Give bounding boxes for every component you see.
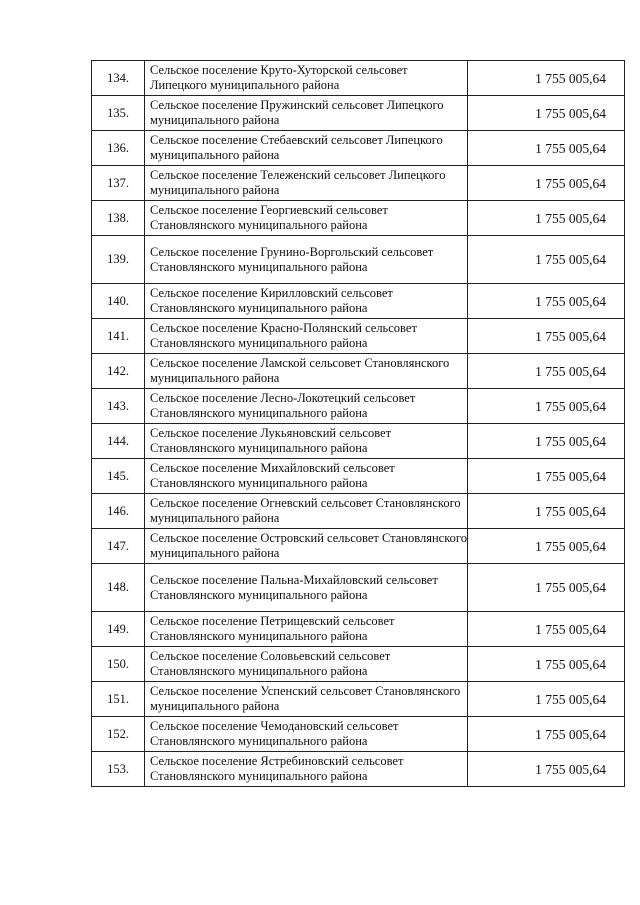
amount: 1 755 005,64 — [468, 166, 625, 201]
settlement-name: Сельское поселение Тележенский сельсовет Липецкого муниципального района — [145, 166, 468, 201]
row-number: 135. — [92, 96, 145, 131]
amount: 1 755 005,64 — [468, 752, 625, 787]
row-number: 147. — [92, 529, 145, 564]
row-number: 153. — [92, 752, 145, 787]
amount: 1 755 005,64 — [468, 61, 625, 96]
settlement-name: Сельское поселение Пальна-Михайловский сельсовет Становлянского муниципального района — [145, 564, 468, 612]
table-row — [92, 647, 625, 682]
settlement-name: Сельское поселение Кирилловский сельсовет Становлянского муниципального района — [145, 284, 468, 319]
amount: 1 755 005,64 — [468, 389, 625, 424]
row-number: 150. — [92, 647, 145, 682]
row-number: 143. — [92, 389, 145, 424]
settlement-name: Сельское поселение Ястребиновский сельсовет Становлянского муниципального района — [145, 752, 468, 787]
amount: 1 755 005,64 — [468, 564, 625, 612]
table-row — [92, 494, 625, 529]
amount: 1 755 005,64 — [468, 647, 625, 682]
table-row — [92, 201, 625, 236]
row-number: 142. — [92, 354, 145, 389]
settlement-name: Сельское поселение Пружинский сельсовет Липецкого муниципального района — [145, 96, 468, 131]
table-row — [92, 752, 625, 787]
table-row — [92, 166, 625, 201]
amount: 1 755 005,64 — [468, 319, 625, 354]
amount: 1 755 005,64 — [468, 682, 625, 717]
row-number: 141. — [92, 319, 145, 354]
settlement-name: Сельское поселение Огневский сельсовет Становлянского муниципального района — [145, 494, 468, 529]
settlement-name: Сельское поселение Михайловский сельсовет Становлянского муниципального района — [145, 459, 468, 494]
settlement-name: Сельское поселение Грунино-Воргольский сельсовет Становлянского муниципального района — [145, 236, 468, 284]
settlement-name: Сельское поселение Стебаевский сельсовет Липецкого муниципального района — [145, 131, 468, 166]
table-row — [92, 319, 625, 354]
row-number: 139. — [92, 236, 145, 284]
row-number: 149. — [92, 612, 145, 647]
amount: 1 755 005,64 — [468, 612, 625, 647]
amount: 1 755 005,64 — [468, 529, 625, 564]
row-number: 140. — [92, 284, 145, 319]
table-row — [92, 717, 625, 752]
amount: 1 755 005,64 — [468, 459, 625, 494]
row-number: 137. — [92, 166, 145, 201]
settlement-name: Сельское поселение Красно-Полянский сельсовет Становлянского муниципального района — [145, 319, 468, 354]
amount: 1 755 005,64 — [468, 284, 625, 319]
amount: 1 755 005,64 — [468, 717, 625, 752]
row-number: 138. — [92, 201, 145, 236]
row-number: 146. — [92, 494, 145, 529]
row-number: 136. — [92, 131, 145, 166]
settlement-name: Сельское поселение Лукьяновский сельсовет Становлянского муниципального района — [145, 424, 468, 459]
settlement-name: Сельское поселение Лесно-Локотецкий сельсовет Становлянского муниципального района — [145, 389, 468, 424]
table-row — [92, 564, 625, 612]
table-row — [92, 284, 625, 319]
row-number: 148. — [92, 564, 145, 612]
settlement-name: Сельское поселение Георгиевский сельсовет Становлянского муниципального района — [145, 201, 468, 236]
table-row — [92, 424, 625, 459]
settlement-name: Сельское поселение Чемодановский сельсовет Становлянского муниципального района — [145, 717, 468, 752]
table-row — [92, 236, 625, 284]
amount: 1 755 005,64 — [468, 424, 625, 459]
table-row — [92, 529, 625, 564]
settlement-name: Сельское поселение Круто-Хуторской сельсовет Липецкого муниципального района — [145, 61, 468, 96]
row-number: 152. — [92, 717, 145, 752]
table-row — [92, 612, 625, 647]
row-number: 145. — [92, 459, 145, 494]
row-number: 151. — [92, 682, 145, 717]
amount: 1 755 005,64 — [468, 96, 625, 131]
row-number: 144. — [92, 424, 145, 459]
table-row — [92, 389, 625, 424]
table-row — [92, 61, 625, 96]
amount: 1 755 005,64 — [468, 236, 625, 284]
allocation-table — [91, 60, 625, 787]
amount: 1 755 005,64 — [468, 494, 625, 529]
settlement-name: Сельское поселение Ламской сельсовет Становлянского муниципального района — [145, 354, 468, 389]
amount: 1 755 005,64 — [468, 201, 625, 236]
table-row — [92, 354, 625, 389]
amount: 1 755 005,64 — [468, 131, 625, 166]
row-number: 134. — [92, 61, 145, 96]
settlement-name: Сельское поселение Соловьевский сельсовет Становлянского муниципального района — [145, 647, 468, 682]
settlement-name: Сельское поселение Успенский сельсовет Становлянского муниципального района — [145, 682, 468, 717]
amount: 1 755 005,64 — [468, 354, 625, 389]
table-row — [92, 131, 625, 166]
table-row — [92, 96, 625, 131]
settlement-name: Сельское поселение Петрищевский сельсовет Становлянского муниципального района — [145, 612, 468, 647]
table-row — [92, 459, 625, 494]
table-row — [92, 682, 625, 717]
settlement-name: Сельское поселение Островский сельсовет Становлянского муниципального района — [145, 529, 468, 564]
